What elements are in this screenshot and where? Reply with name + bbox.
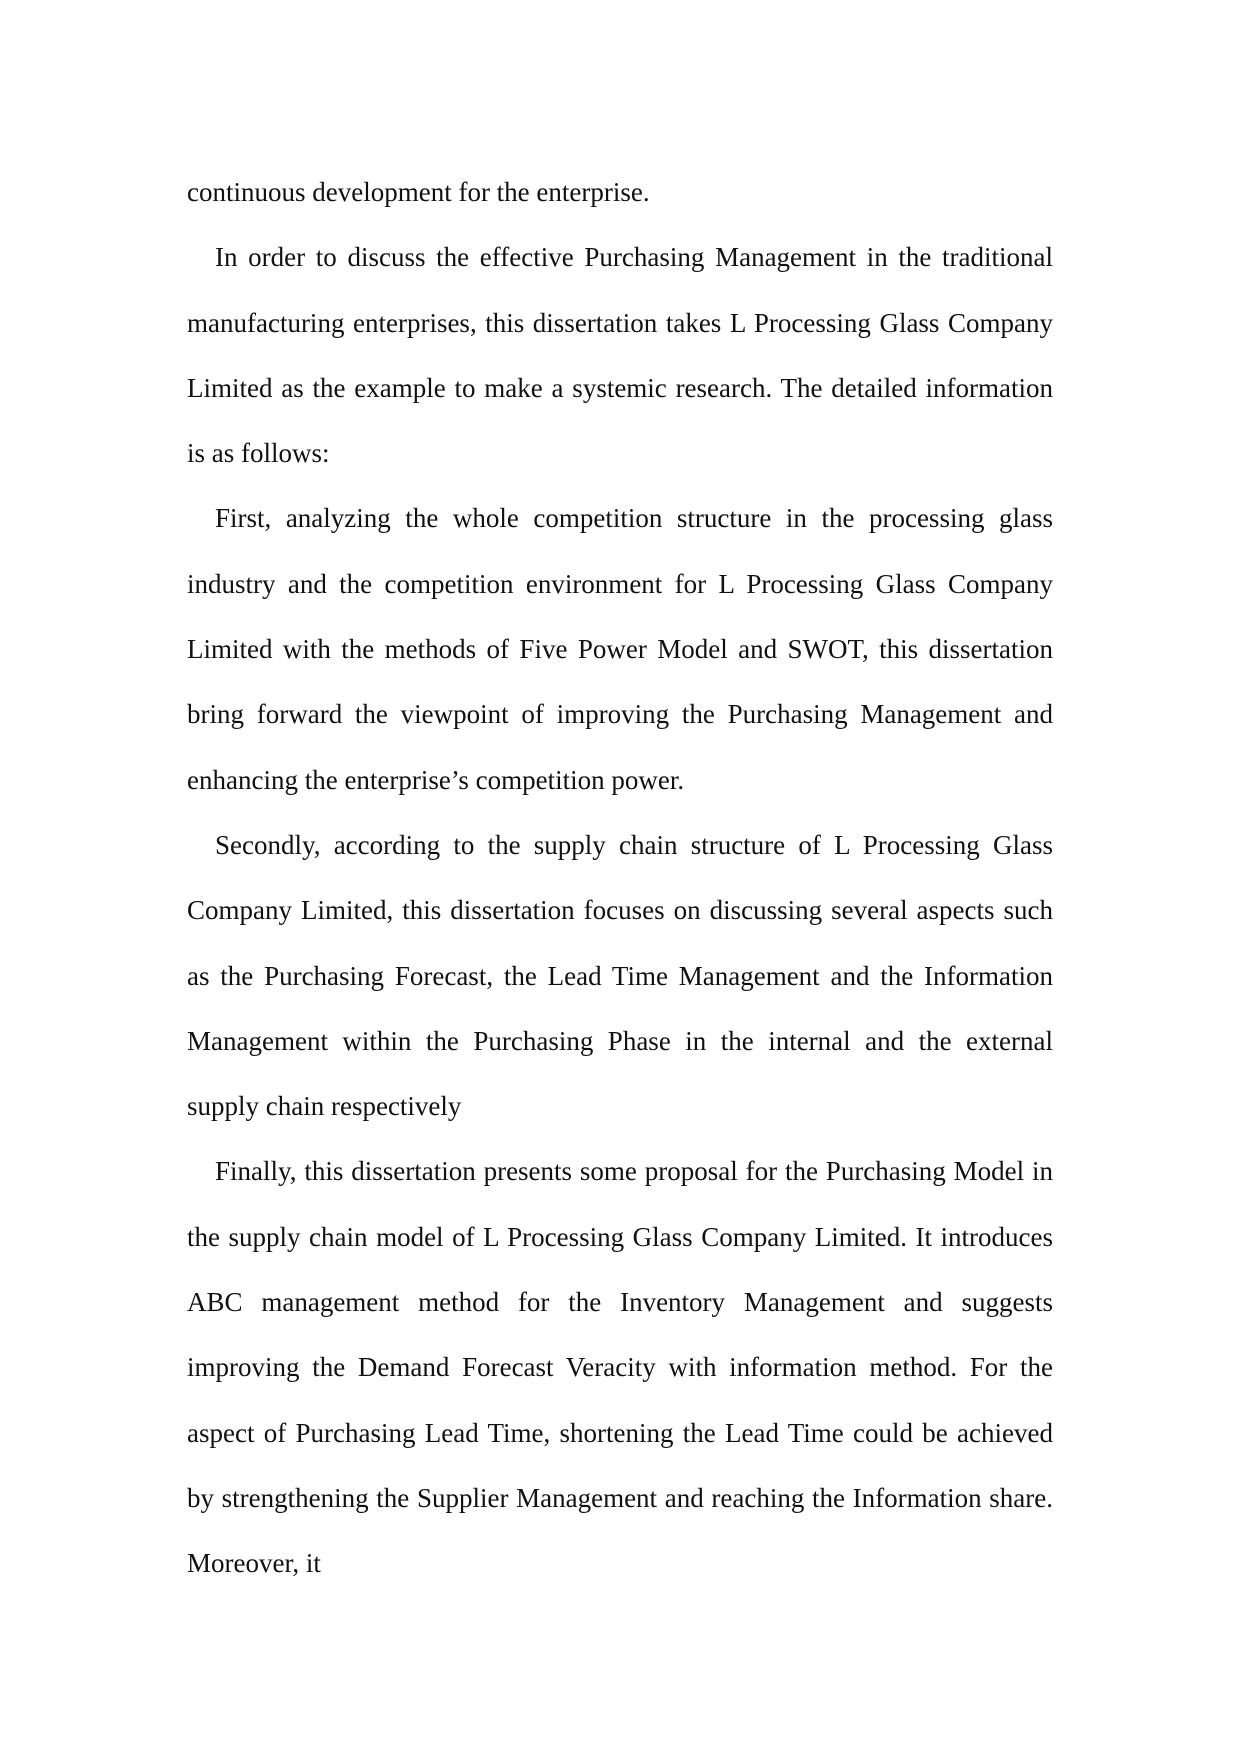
paragraph-secondly: Secondly, according to the supply chain structure of L Processing Glass Company Limited, this dissertation focuses on discussing several aspects such as the Purchasing Forecast, the Lead Time Management and the Information Management within the Purchasing Phase in the internal and the external supply chain respectively [187,829,1053,1122]
body-text [187,160,1053,1597]
paragraph-first: First, analyzing the whole competition structure in the processing glass industry and the competition environment for L Processing Glass Company Limited with the methods of Five Power Model and SWOT, this dissertation bring forward the viewpoint of improving the Purchasing Management and enhancing the enterprise’s competition power. [187,503,1053,795]
paragraph-finally: Finally, this dissertation presents some proposal for the Purchasing Model in the supply chain model of L Processing Glass Company Limited. It introduces ABC management method for the Inventory Management and suggests improving the Demand Forecast Veracity with information method. For the aspect of Purchasing Lead Time, shortening the Lead Time could be achieved by strengthening the Supplier Management and reaching the Information share. Moreover, it [187,1156,1053,1579]
paragraph-continuation: continuous development for the enterprise. [187,177,650,207]
paragraph-intro: In order to discuss the effective Purchasing Management in the traditional manufacturing enterprises, this dissertation takes L Processing Glass Company Limited as the example to make a systemic research. The detailed information is as follows: [187,242,1053,469]
